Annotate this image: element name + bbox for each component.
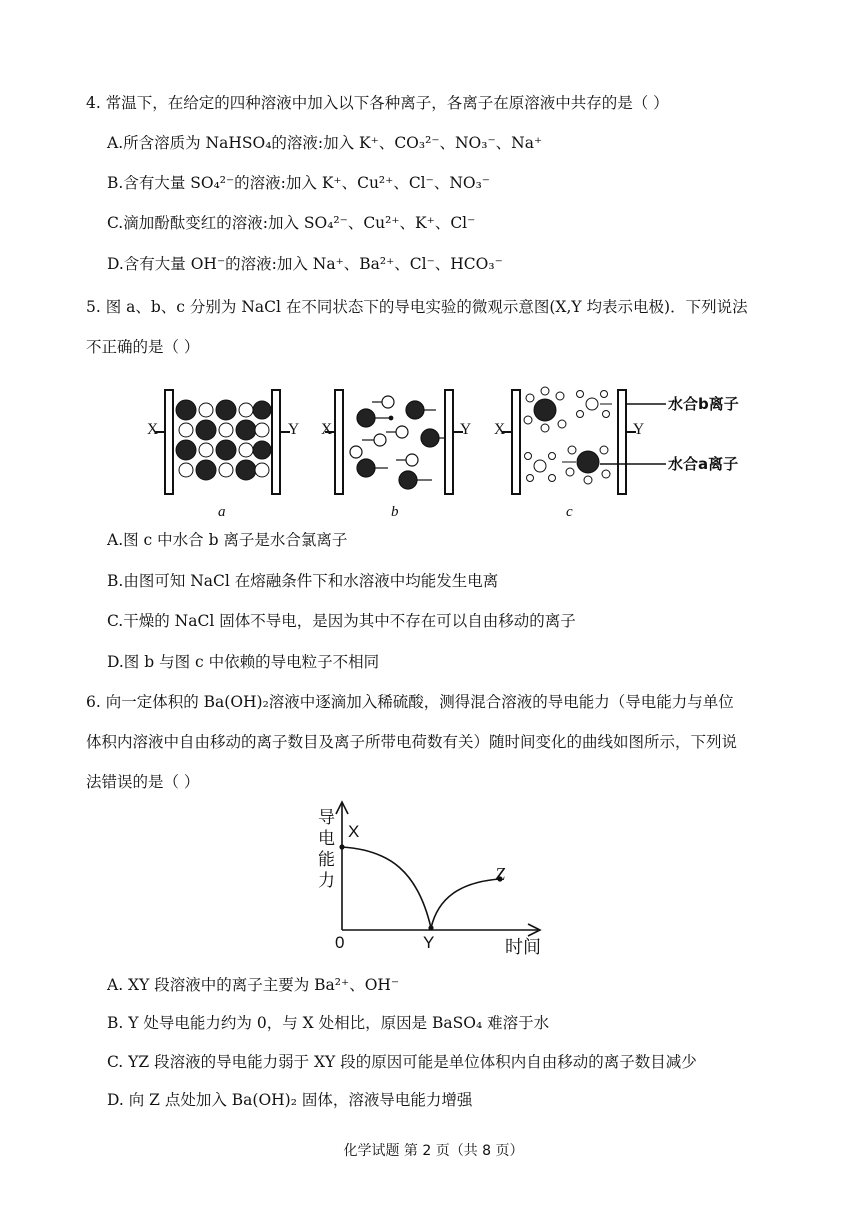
electrode-y-label-c: Y (633, 421, 645, 438)
hydrated-b-ion-label: 水合b离子 (668, 395, 739, 413)
q4-option-a: A.所含溶质为 NaHSO₄的溶液:加入 K⁺、CO₃²⁻、NO₃⁻、Na⁺ (107, 134, 543, 152)
q4-option-b: B.含有大量 SO₄²⁻的溶液:加入 K⁺、Cu²⁺、Cl⁻、NO₃⁻ (107, 174, 490, 192)
q5-option-b: B.由图可知 NaCl 在熔融条件下和水溶液中均能发生电离 (107, 572, 499, 590)
q4-option-d: D.含有大量 OH⁻的溶液:加入 Na⁺、Ba²⁺、Cl⁻、HCO₃⁻ (107, 255, 503, 273)
q6-option-a: A. XY 段溶液中的离子主要为 Ba²⁺、OH⁻ (107, 976, 400, 994)
q4-option-c: C.滴加酚酞变红的溶液:加入 SO₄²⁻、Cu²⁺、K⁺、Cl⁻ (107, 214, 476, 232)
electrode-y-label-b: Y (460, 421, 472, 438)
y-axis-label-char-1: 导 (318, 808, 335, 828)
q5-option-d: D.图 b 与图 c 中依赖的导电粒子不相同 (107, 653, 380, 671)
page-footer: 化学试题 第 2 页（共 8 页） (343, 1143, 524, 1159)
hydrated-a-ion-label: 水合a离子 (668, 455, 739, 473)
point-x-label: X (348, 822, 360, 841)
q5-stem-line1: 5. 图 a、b、c 分别为 NaCl 在不同状态下的导电实验的微观示意图(X,Y 均表示电极)．下列说法 (86, 298, 748, 316)
curve-yz (431, 879, 500, 928)
q6-stem-line3: 法错误的是（ ） (86, 773, 200, 791)
q6-stem-line2: 体积内溶液中自由移动的离子数目及离子所带电荷数有关）随时间变化的曲线如图所示，下列说 (86, 733, 738, 751)
x-axis-label: 时间 (505, 937, 541, 958)
electrode-x-label-b: X (321, 421, 333, 438)
q6-option-b: B. Y 处导电能力约为 0，与 X 处相比，原因是 BaSO₄ 难溶于水 (107, 1014, 550, 1032)
electrode-x-label-a: X (147, 421, 159, 438)
q4-stem: 4. 常温下，在给定的四种溶液中加入以下各种离子，各离子在原溶液中共存的是（ ） (86, 94, 669, 112)
electrode-x-label-c: X (494, 421, 506, 438)
y-axis-label-char-3: 能 (318, 850, 335, 870)
origin-label: 0 (335, 933, 345, 952)
figure-caption-b: b (391, 504, 399, 520)
point-x-dot (339, 844, 344, 849)
point-z-label: Z (495, 864, 506, 884)
q6-option-c: C. YZ 段溶液的导电能力弱于 XY 段的原因可能是单位体积内自由移动的离子数目减少 (107, 1053, 697, 1071)
curve-xy (342, 847, 431, 928)
q5-option-c: C.干燥的 NaCl 固体不导电，是因为其中不存在可以自由移动的离子 (107, 612, 576, 630)
point-y-label: Y (423, 933, 435, 952)
q5-option-a: A.图 c 中水合 b 离子是水合氯离子 (107, 531, 348, 549)
q6-stem-line1: 6. 向一定体积的 Ba(OH)₂溶液中逐滴加入稀硫酸，测得混合溶液的导电能力（导电能力与单位 (86, 693, 734, 711)
electrode-y-label-a: Y (288, 421, 300, 438)
figure-caption-c: c (566, 504, 573, 520)
y-axis-label-char-2: 电 (318, 829, 335, 849)
q5-stem-line2: 不正确的是（ ） (86, 338, 200, 356)
figure-caption-a: a (218, 504, 226, 520)
y-axis-label-char-4: 力 (318, 871, 335, 891)
q6-option-d: D. 向 Z 点处加入 Ba(OH)₂ 固体，溶液导电能力增强 (107, 1091, 473, 1109)
y-axis-label (318, 808, 338, 892)
point-y-dot (428, 925, 433, 930)
